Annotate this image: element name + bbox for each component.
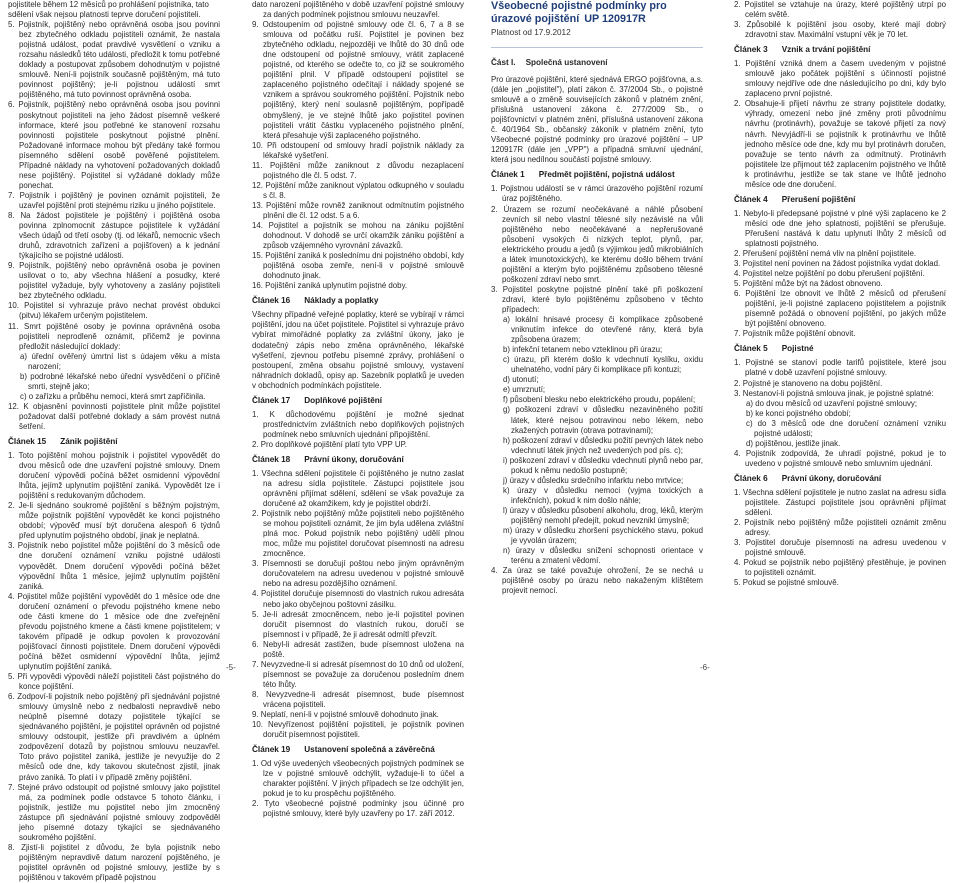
list-item: 5. Je-li adresát zmocněncem, nebo je-li pojistitel povinen doručit písemnost do vlastních rukou, doručí se písemnost i v případě, že ji adresát odmítl převzít. [252,609,464,639]
list-item: 2. Úrazem se rozumí neočekávané a náhlé působení zevních sil nebo vlastní tělesné síly nezávislé na vůli pojištěného nebo neočekávané a nepřerušované působení vysokých či nízkých teplot, plynů, par, elektrického proudu a jedů (s výjimkou jedů mikrobiálních a látek imunotoxických), ke kterému došlo během trvání pojištění a kterým bylo pojištěnému způsobeno tělesné poškození zdraví nebo smrt. [491,204,703,284]
sub-list [8,352,220,402]
list-item: dato narození pojištěného v době uzavření pojistné smlouvy za daných podmínek pojistnou smlouvu neuzavřel. [252,0,464,20]
list-item: 8. Nevyzvedne-li adresát písemnost, bude písemnost vrácena pojistiteli. [252,689,464,709]
sub-item: d) pojištěnou, jestliže jinak. [746,438,841,448]
numbered-list [252,759,464,819]
article-title: Přerušení pojištění [781,194,856,204]
list-item: 1. Nebylo-li předepsané pojistné v plné výši zaplaceno ke 2 měsíci ode dne jeho splatnosti, pojištění se přerušuje. Přerušení nastává k datu uplynutí lhůty 2 měsíců od splatnosti pojistného. [734,208,946,248]
article-number: Článek 4 [734,194,768,204]
sub-item: h) poškození zdraví v důsledku požití pevných látek nebo vdechnutí látek jiných než uvedených pod pís. c); [503,435,704,455]
list-item: 4. Pojistitel doručuje písemnosti do vlastních rukou adresáta nebo jako obyčejnou poštovní zásilku. [252,589,464,609]
numbered-list [252,410,464,450]
sub-item: f) působení blesku nebo elektrického proudu, popálení; [503,395,696,405]
article-title: Náklady a poplatky [304,296,379,306]
list-item: 1. Pojistnou událostí se v rámci úrazového pojištění rozumí úraz pojištěného. [491,184,703,204]
article-title: Právní úkony, doručování [781,473,882,483]
list-item: 1. Všechna sdělení pojistitele je nutno zaslat na adresu sídla pojistitele. Zástupci pojistitele jsou oprávněni přijímat sdělení. [734,487,946,518]
article-number: Článek 18 [252,454,291,464]
article-number: Článek 6 [734,473,768,483]
article-title: Vznik a trvání pojištění [781,45,871,55]
article-number: Článek 5 [734,344,768,354]
list-item: 6. Pojištění lze obnovit ve lhůtě 2 měsíců od přerušení pojištění, je-li pojistné zaplaceno pojistitelem a pojistník písemně požádá o obnovení pojištění, po jakých může být pojištění obnoveno. [734,289,946,329]
list-item: 3. Způsobilé k pojištění jsou osoby, které mají dobrý zdravotní stav. Maximální vstupní věk je 70 let. [734,20,946,40]
sub-item: a) do dvou měsíců od uzavření pojistné smlouvy; [746,398,918,408]
sub-item: c) úrazu, při kterém došlo k vdechnutí kyslíku, oxidu uhelnatého, vodní páry či komplikace při kontuzi; [503,355,703,375]
list-item: 9. Neplatí, není-li v pojistné smlouvě dohodnuto jinak. [252,710,439,720]
sub-item: n) úrazy v důsledku snížení schopnosti orientace v terénu a zmatení vědomí. [503,546,703,566]
article-number: Článek 3 [734,45,768,55]
paragraph: Všechny případné veřejné poplatky, které se vybírají v rámci pojištění, jdou na účet pojistitele. Pojistitel si vyhrazuje právo vybírat mimořádné poplatky za zvláštní úkony, jako je dodatečný zápis nebo změna oprávněného, lékařské vyšetření, zjevnou potřebu písemné zprávy, prohlášení o postoupení, změna obsahu pojistné smlouvy, vystavení náhradních dokladů, opisy ap. Sazebník poplatků je uveden v obchodních podmínkách pojistitele. [252,310,464,390]
sub-item: a) lokální hnisavé procesy či komplikace způsobené vniknutím infekce do otevřené rány, která byla způsobena úrazem; [503,315,703,345]
list-item: 1. Toto pojištění mohou pojistník i pojistitel vypovědět do dvou měsíců ode dne uzavření pojistné smlouvy. Dnem doručení výpovědi počíná běžet osmidenní výpovědní lhůta, jejímž uplynutím pojištění zaniká. Vypovědět lze i pojištění s redukovaným důchodem. [8,451,220,501]
article-title: Zánik pojištění [60,437,118,447]
list-item: 9. Odstoupením od pojistné smlouvy ode čl. 6, 7 a 8 se smlouva od počátku ruší. Pojistitel je povinen bez zbytečného odkladu, nejpozději ve lhůtě do 30 dnů ode dne odstoupení od pojistné smlouvy, vrátit zaplacené pojistné, od kterého se odečte to, co již se soukromého pojištění plnil. V případě odstoupení pojistitel se zaplaceného pojistného odečítají i náklady spojené se vznikem a správou soukromého pojištění. Pojistník nebo pojištěný, který není soulasně pojištěným, popřípadě obmyšlený, je ve stejné lhůtě jako pojistitel povinen pojistiteli vrátit částku vyplaceného pojistného plnění, která přesahuje výši zaplaceného pojistného. [252,20,464,140]
list-item: 5. Pokud se pojistné smlouvě. [734,578,839,588]
numbered-list [252,469,464,740]
numbered-list [734,0,946,40]
list-item: 2. Obsahuje-li přijetí návrhu ze strany pojistitele dodatky, výhrady, omezení nebo jiné změny proti původnímu návrhu (protinávrh), považuje se takové přijetí za nový návrh. Nevyjádří-li se pojistník k protinávrhu ve lhůtě jednoho měsíce ode dne, kdy mu byl protinávrh doručen, považuje se tento návrh za odmítnutý. Protinávrh pojistitele lze přijmout též zaplacením pojistného ve lhůtě k protinávrhu, jestliže se tak stane ve lhůtě jednoho měsíce ode dne doručení. [734,99,946,189]
list-item: 9. Pojistník, pojištěný nebo oprávněná osoba je povinen usilovat o to, aby všechna hlášení a posudky, které pojistitel vyžaduje, byly vyhotoveny a zaslány pojistiteli bez zbytečného odkladu. [8,261,220,301]
list-item: 4. Pokud se pojistník nebo pojištěný přestěhuje, je povinen to pojistiteli oznámit. [734,558,946,578]
list-item: 4. Pojistitel může pojištění vypovědět do 1 měsíce ode dne doručení oznámení o převodu pojistného kmene nebo ode části kmene do 1 měsíce ode dne zveřejnění převodu pojistného kmene a části kmene pojistitelem; v takovém případě je odkup povolen k provozování pojišťovací činnosti pojistitele. Dnem doručení výpovědi počíná běžet osmidenní výpovědní lhůta, jejímž uplynutím pojištění zaniká. [8,591,220,671]
numbered-list [734,488,946,588]
list-item: 3. Pojistitel poskytne pojistné plnění také při poškození zdraví, které bylo pojištěnému způsobeno v těchto případech: [491,284,703,314]
numbered-list [8,20,220,352]
sub-item: b) ke konci pojistného období; [746,408,851,418]
article-number: Článek 15 [8,437,47,447]
article-title: Předmět pojištění, pojistná událost [538,170,675,180]
list-item: 4. Pojistník zodpovídá, že uhradí pojistné, pokud je to uvedeno v pojistné smlouvě nebo smluvním ujednání. [734,448,946,468]
list-item: 6. Pojistník, pojištěný nebo oprávněná osoba jsou povinni poskytnout pojistiteli na jeho žádost písemně veškeré informace, které jsou potřebné ke stanovení rozsahu povinnosti pojistitele poskytnout pojistné plnění. Požadované informace mohou být předány také formou písemného sdělení osobě pověřené pojistitelem. Případné náklady na vyhotovení požadovaných dokladů nese pojištěný. Pojistitel si vyžádané doklady může ponechat. [8,100,220,190]
document-title [491,0,703,26]
list-item: 4. Pojistitel nelze pojištění po dobu přerušení pojištění. [734,269,925,279]
list-item: 15. Pojištění zaniká k poslednímu dni pojistného období, kdy pojištěná osoba zemře, není-li v pojistné smlouvě dohodnuto jinak. [252,251,464,281]
list-item: 11. Pojištění může zaniknout z důvodu nezaplacení pojistného dle čl. 5 odst. 7. [252,160,464,180]
list-item: 4. Za úraz se také považuje ohrožení, že se nechá u pojištěné osoby po úrazu nebo nakaženým klíštětem projevit nemocí. [491,566,703,596]
list-item: 8. Na žádost pojistitele je pojištěný i pojištěná osoba povinna zplnomocnit zástupce pojistitele k vyžádání všech údajů od třetí osoby (tj. od lékařů, nemocnic všech druhů, zdravotních zařízení a pojišťoven) a k jednání týkajícího se pojistné události. [8,210,220,261]
article-heading [734,44,946,55]
sub-item: e) umrznutí; [503,385,546,395]
article-number: Článek 19 [252,745,291,755]
numbered-list [491,184,703,315]
article-heading [8,436,220,447]
list-item: 8. Zjistí-li pojistitel z důvodu, že byla pojistník nebo pojištěným nepravdivě datum narození pojištěného, je pojistitel oprávněn od pojistné smlouvy, jestliže by s pojištěnou v takovém případě pojistnou [8,842,220,882]
list-item: 1. Pojištění vzniká dnem a časem uvedeným v pojistné smlouvě jako počátek pojištění s účinností pojistné smlouvy nejdříve ode dne následujícího po dni, kdy bylo zaplaceno první pojistné. [734,59,946,99]
article-title: Ustanovení společná a závěrečná [304,745,435,755]
effective-date: Platnost od 17.9.2012 [491,28,571,37]
list-item: 6. Nebyl-li adresát zastižen, bude písemnost uložena na poště. [252,639,464,659]
article-number: Článek 16 [252,296,291,306]
sub-item: c) o zařízku a průběhu nemoci, která smrt zapříčinila. [20,391,206,401]
list-item: 10. Pojistitel si vyhrazuje právo nechat provést obdukci (pitvu) lékařem určeným pojistitelem. [8,301,220,321]
list-item: 13. Pojištění může rovněž zaniknout odmítnutím pojistného plnění dle čl. 12 odst. 5 a 6. [252,200,464,220]
part-title: Společná ustanovení [525,58,608,67]
list-item: 1. Pojistné se stanoví podle tarifů pojistitele, které jsou platné v době uzavření pojistné smlouvy. [734,358,946,378]
page-left [0,0,480,882]
list-item: 2. Přerušení pojištění nemá vliv na plnění pojistitele. [734,248,917,258]
column-1 [8,0,220,882]
numbered-list [252,0,464,291]
article-number: Článek 1 [491,170,525,180]
part-number: Část I. [491,58,516,67]
article-heading [734,343,946,354]
sub-item: i) poškození zdraví v důsledku vdechnutí plynů nebo par, pokud k němu nedošlo postupně; [503,455,703,475]
list-item: sdělení však nejsou platnosti teprve doručení pojistiteli. [8,10,201,20]
list-item: 10. Při odstoupení od smlouvy hradí pojistník náklady za lékařské vyšetření. [252,140,464,160]
list-item: 7. Stejné právo odstoupit od pojistné smlouvy jako pojistitel má, za podmínek podle odstavce 5 tohoto článku, i pojistník, jestliže mu pojistitel nebo jím zmocněný zástupce při sjednávání pojistné smlouvy zodpověděl jeho písemné dotazy týkající se sjednávaného soukromého pojištění. [8,782,220,842]
list-item: 2. Pojistitel se vztahuje na úrazy, které pojištěný utrpí po celém světě. [734,0,946,20]
list-item: 7. Pojistník může pojištění obnovit. [734,329,856,339]
list-item: 5. Pojištění může být na žádost obnoveno. [734,279,883,289]
list-item: 2. Pojistné je stanoveno na dobu pojištění. [734,378,883,388]
list-item: 7. Pojistník i pojištěný je povinen oznámit pojistiteli, že uzavřel pojištění proti stejnému riziku u jiného pojistitele. [8,190,220,210]
document-code: UP 120917R [584,13,646,25]
list-item: 2. Pojistník nebo pojištěný může pojistiteli oznámit změnu adresy. [734,518,946,538]
list-item: 3. Pojistitel doručuje písemnosti na adresu uvedenou v pojistné smlouvě. [734,538,946,558]
article-number: Článek 17 [252,395,291,405]
sub-item: b) infekční tetanem nebo vzteklinou při úrazu; [503,345,663,355]
sub-item: d) utonutí; [503,375,539,385]
numbered-list [734,59,946,190]
sub-item: k) úrazy v důsledku nemoci (vyjma toxických a infekčních), pokud k nim došlo náhle; [503,485,703,505]
sub-list [491,315,703,566]
sub-item: j) úrazy v důsledku srdečního infarktu nebo mrtvice; [503,475,684,485]
sub-item: l) úrazy v důsledku působení alkoholu, drog, léků, kterým pojištěný nemohl předejít, pokud nevznikl úmyslně; [503,505,703,525]
article-heading [734,473,946,484]
list-item: 1. Všechna sdělení pojistitele či pojištěného je nutno zaslat na adresu sídla pojistitele. Zástupci pojistitele jsou oprávněni přijímat sdělení, sdělení se však považuje za doručené až okamžikem, kdy je pojistitel obdrží. [252,468,464,509]
list-item: 14. Pojistitel a pojistník se mohou na zániku pojištění dohodnout. V dohodě se určí okamžik zániku pojištění a způsob vzájemného vyrovnání závazků. [252,221,464,251]
list-item: 2. Pro doplňkové pojištění platí tyto VPP UP. [252,439,407,449]
numbered-list [734,209,946,340]
sub-item: a) úřední ověřený úmrtní list s údajem věku a místa narození; [20,351,220,371]
divider [491,47,703,48]
page-number: -6- [700,663,710,672]
article-heading [252,395,464,406]
intro-text [8,0,220,20]
column-4 [734,0,946,664]
list-item: 11. Smrt pojištěné osoby je povinna oprávněná osoba pojistiteli neprodleně oznámit, přičemž je povinna předložit následující doklady: [8,321,220,351]
list-item: 3. Nestanoví-li pojistná smlouva jinak, je pojistné splatné: [734,388,934,398]
sub-list [734,399,946,449]
numbered-list [8,451,220,883]
article-heading [252,454,464,465]
list-item: 1. Od výše uvedených všeobecných pojistných podmínek se lze v pojistné smlouvě odchýlit, vyžaduje-li to účel a charakter pojištění. V jiných případech se lze odchýlit jen, pokud je to ku prospěchu pojištěného. [252,759,464,799]
sub-item: c) do 3 měsíců ode dne doručení oznámení vzniku pojistné události; [746,418,946,438]
document-title-text: Všeobecné pojistné podmínky pro úrazové pojištění [491,0,667,25]
column-3 [491,0,703,664]
article-heading [734,194,946,205]
list-item: 1. K důchodovému pojištění je možné sjednat prostřednictvím zvláštních nebo doplňkových pojistných podmínek nebo smluvních ujednání připojištění. [252,409,464,439]
list-item: 16. Pojištění zaniká uplynutím pojistné doby. [252,281,408,291]
part-heading [491,58,703,67]
numbered-list [734,358,946,398]
list-item: 10. Nevyřízenost pojištění pojistiteli, je pojistník povinen doručit písemnost pojistiteli. [252,720,464,740]
list-item: pojistitele během 12 měsíců po prohlášení pojistníka, tato [8,0,209,9]
article-title: Doplňkové pojištění [304,395,383,405]
list-item: 2. Je-li sjednáno soukromé pojištění s běžným pojistným, může pojistník pojištění vypovědět ke konci pojistného období; výpověď musí být doručena alespoň 6 týdnů před uplynutím pojistného období, jinak je neplatná. [8,501,220,541]
list-item: 2. Tyto všeobecné pojistné podmínky jsou účinné pro pojistné smlouvy, které byly uzavřeny po 17. září 2012. [252,799,464,819]
list-item: 3. Pojistník nebo pojistitel může pojištění do 3 měsíců ode dne doručení oznámení vzniku pojistné události vypovědět. Dnem doručení výpovědi počíná běžet výpovědní lhůta 1 měsíce, jejímž uplynutím pojištění zaniká. [8,541,220,591]
paragraph: Pro úrazové pojištění, které sjednává ERGO pojišťovna, a.s. (dále jen „pojistitel"), platí zákon č. 37/2004 Sb., o pojistné smlouvě a o změně souvisejících zákonů v platném znění, příslušná ustanovení zákona č. 277/2009 Sb., o pojišťovnictví v platném znění, příslušná ustanovení zákona č. 40/1964 Sb., občanský zákoník v platném znění, tyto Všeobecné pojistné podmínky pro úrazové pojištění – UP 120917R (dále jen „VPP") a případná smluvní ujednání, která jsou nedílnou součástí pojistné smlouvy. [491,75,703,165]
list-item: 3. Pojistitel není povinen na žádost pojistníka vydat doklad. [734,259,941,269]
sub-item: b) podrobné lékařské nebo úřední vysvědčení o příčině smrti, stejně jako; [20,371,220,391]
list-item: 5. Pojistník, pojištěný nebo oprávněná osoba jsou povinni bez zbytečného odkladu pojistiteli oznámit, že nastala pojistná událost, podat pravdivé vysvětlení o vzniku a rozsahu následků této události, předložit k tomu potřebné doklady a postupovat způsobem dohodnutým v pojistné smlouvě. Není-li pojistník současně pojištěným, má tuto povinnost pojištěný; je-li pojistnou událostí smrt pojištěného, má tuto povinnost oprávněná osoba. [8,20,220,100]
column-2 [252,0,464,819]
list-item: 2. Pojistník nebo pojištěný může pojistiteli nebo pojištěného se mohou pojistiteli oznámit, že jim byla udělena zvláštní plná moc. Pokud pojistník nebo pojištěný udělí plnou moc, může mu pojistitel doručovat písemnosti na adresu zmocněnce. [252,509,464,559]
list-item: 5. Při vypovědi výpovědi náleží pojistiteli část pojistného do konce pojištění. [8,672,220,692]
sub-item: m) úrazy v důsledku zhoršení psychického stavu, pokud je vyvolán úrazem; [503,526,703,546]
sub-item: g) poškození zdraví v důsledku nezaviněného požití látek, které nejsou potravinou nebo lékem, nebo zkažených potravin (otrava potravinami); [503,405,703,435]
list-item: 6. Zodpoví-li pojistník nebo pojištěný při sjednávání pojistné smlouvy úmyslně nebo z nedbalosti nepravdivě nebo neúplně písemné dotazy pojistitele týkající se sjednávaného pojištění, je pojistitel oprávněn od pojistné smlouvy odstoupit, jestliže při pravdivém a úplném zodpovězení dotazů by pojistnou smlouvu neuzavřel. Toto právo pojistitel zaniká, jestliže je nevyužije do 2 měsíců ode dne, kdy takovou skutečnost zjistil, jinak právo zaniká. To platí i v případě změny pojištění. [8,692,220,782]
list-item: 12. Pojištění může zaniknout výplatou odkupného v souladu s čl. 8. [252,180,464,200]
page-number: -5- [226,663,236,672]
article-heading [252,295,464,306]
list-item: 3. Písemnosti se doručují poštou nebo jiným oprávněným doručovatelem na adresu uvedenou v pojistné smlouvě nebo na adresu pozdějšího oznámení. [252,559,464,589]
article-heading [252,744,464,755]
article-title: Pojistné [781,344,814,354]
list-item: 12. K objasnění povinnosti pojistitele plnit může pojistitel požadovat další potřebné doklady a sám provést nutná šetření. [8,401,220,431]
list-item: 7. Nevyzvedne-li si adresát písemnost do 10 dnů od uložení, písemnost se považuje za doručenou posledním dnem této lhůty. [252,659,464,689]
article-title: Právní úkony, doručování [304,454,404,464]
article-heading [491,169,703,180]
